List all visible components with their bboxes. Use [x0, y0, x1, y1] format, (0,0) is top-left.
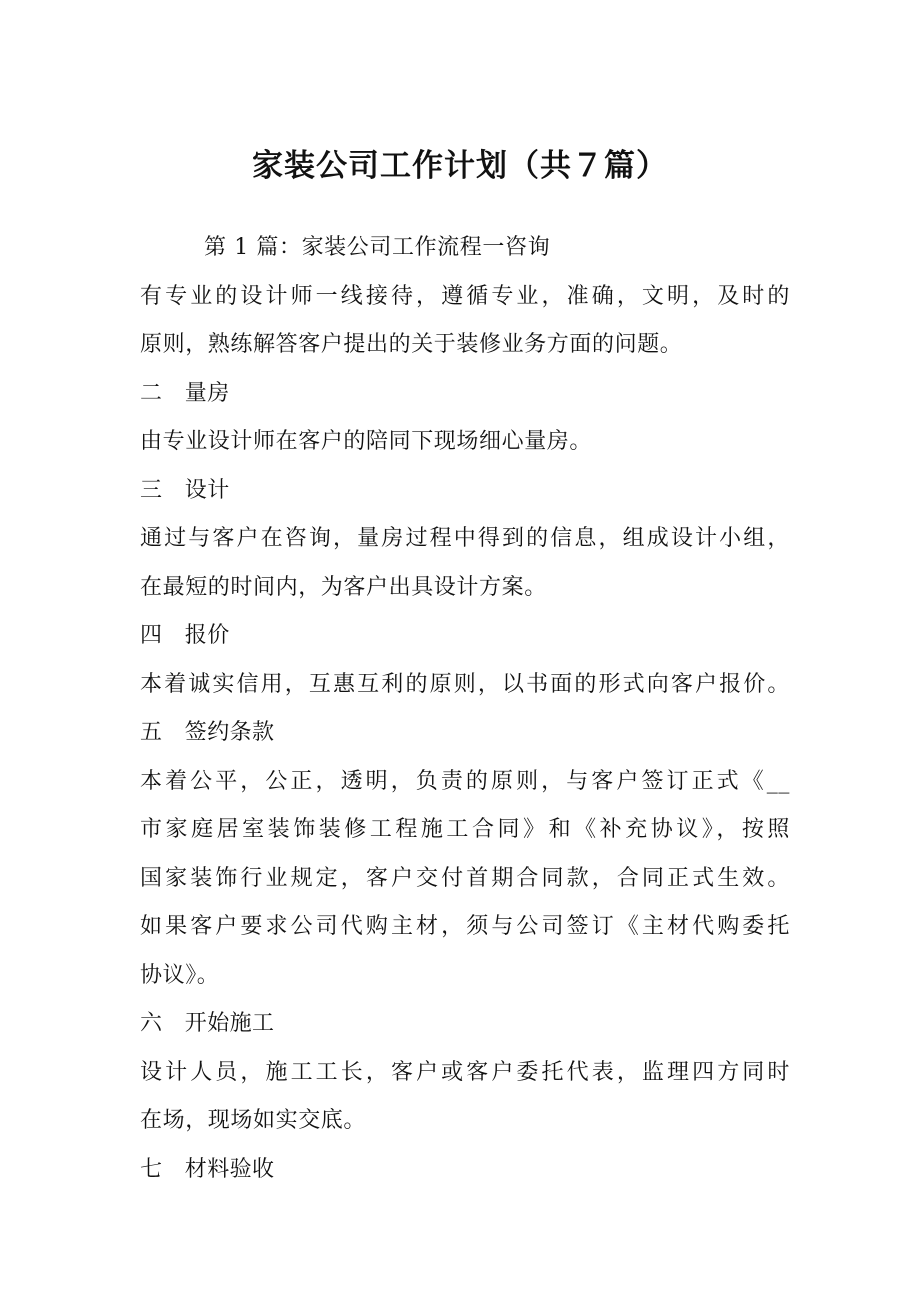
step-heading-design: 三 设计: [140, 477, 230, 503]
paragraph-line: 原则，熟练解答客户提出的关于装修业务方面的问题。: [140, 332, 683, 357]
paragraph-line: 通过与客户在咨询，量房过程中得到的信息，组成设计小组，: [140, 526, 790, 551]
document-body: [140, 224, 790, 1194]
paragraph-line: 有专业的设计师一线接待，遵循专业，准确，文明，及时的: [140, 283, 790, 309]
paragraph-line: 国家装饰行业规定，客户交付首期合同款，合同正式生效。: [140, 865, 790, 891]
section-heading-1: 第 1 篇：家装公司工作流程一咨询: [204, 235, 551, 260]
step-heading-contract: 五 签约条款: [140, 720, 275, 745]
paragraph-line: 本着公平，公正，透明，负责的原则，与客户签订正式《__: [140, 768, 790, 794]
step-heading-material-check: 七 材料验收: [140, 1156, 275, 1182]
paragraph-line: 市家庭居室装饰装修工程施工合同》和《补充协议》，按照: [140, 817, 790, 842]
step-heading-quote: 四 报价: [140, 623, 230, 648]
document-title: 家装公司工作计划（共７篇）: [252, 148, 668, 184]
step-heading-measure: 二 量房: [140, 380, 230, 406]
paragraph-line: 如果客户要求公司代购主材，须与公司签订《主材代购委托: [140, 914, 790, 939]
step-heading-construction: 六 开始施工: [140, 1011, 275, 1036]
paragraph-line: 由专业设计师在客户的陪同下现场细心量房。: [140, 429, 593, 454]
paragraph-line: 在最短的时间内，为客户出具设计方案。: [140, 574, 547, 600]
paragraph-line: 协议》。: [140, 962, 220, 988]
paragraph-line: 本着诚实信用，互惠互利的原则，以书面的形式向客户报价。: [140, 671, 790, 697]
paragraph-line: 设计人员，施工工长，客户或客户委托代表，监理四方同时: [140, 1059, 790, 1085]
paragraph-line: 在场，现场如实交底。: [140, 1108, 367, 1133]
